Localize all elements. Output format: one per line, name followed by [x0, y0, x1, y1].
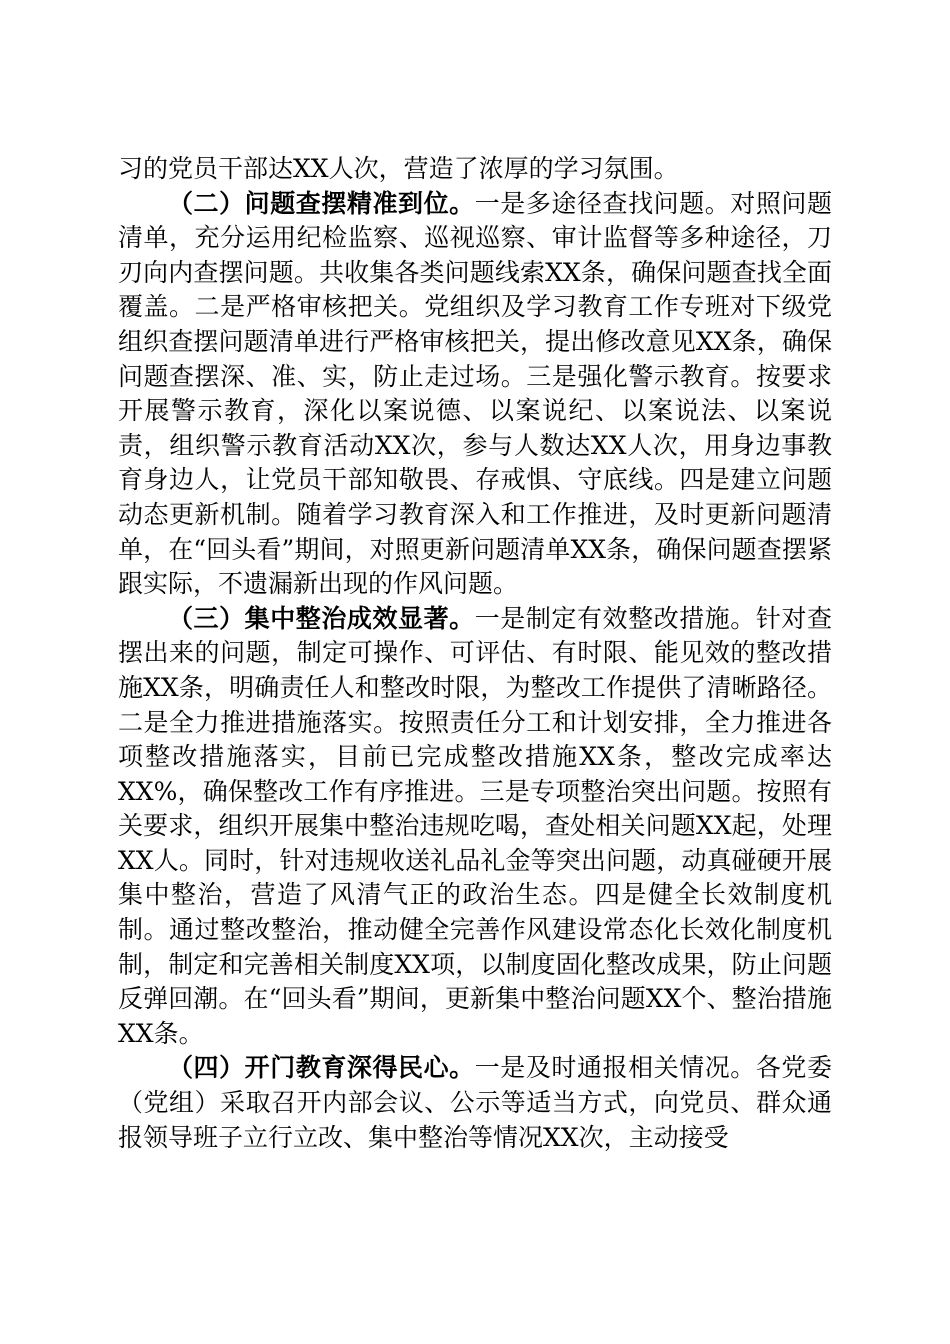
paragraph-rectification [118, 602, 832, 1052]
paragraph-issue-identification [118, 187, 832, 602]
paragraph-text: 一是制定有效整改措施。针对查摆出来的问题，制定可操作、可评估、有时限、能见效的整改措施XX条，明确责任人和整改时限，为整改工作提供了清晰路径。二是全力推进措施落实。按照责任分工和计划安排，全力推进各项整改措施落实，目前已完成整改措施XX条，整改完成率达XX%，确保整改工作有序推进。三是专项整治突出问题。按照有关要求，组织开展集中整治违规吃喝，查处相关问题XX起，处理XX人。同时，针对违规收送礼品礼金等突出问题，动真碰硬开展集中整治，营造了风清气正的政治生态。四是健全长效制度机制。通过整改整治，推动健全完善作风建设常态化长效化制度机制，制定和完善相关制度XX项，以制度固化整改成果，防止问题反弹回潮。在“回头看”期间，更新集中整治问题XX个、整治措施XX条。 [118, 603, 832, 1048]
paragraph-text: 一是多途径查找问题。对照问题清单，充分运用纪检监察、巡视巡察、审计监督等多种途径，刀刃向内查摆问题。共收集各类问题线索XX条，确保问题查找全面覆盖。二是严格审核把关。党组织及学习教育工作专班对下级党组织查摆问题清单进行严格审核把关，提出修改意见XX条，确保问题查摆深、准、实，防止走过场。三是强化警示教育。按要求开展警示教育，深化以案说德、以案说纪、以案说法、以案说责，组织警示教育活动XX次，参与人数达XX人次，用身边事教育身边人，让党员干部知敬畏、存戒惧、守底线。四是建立问题动态更新机制。随着学习教育深入和工作推进，及时更新问题清单，在“回头看”期间，对照更新问题清单XX条，确保问题查摆紧跟实际，不遗漏新出现的作风问题。 [118, 188, 832, 599]
paragraph-text: 习的党员干部达XX人次，营造了浓厚的学习氛围。 [118, 154, 679, 183]
paragraph-text: 一是及时通报相关情况。各党委（党组）采取召开内部会议、公示等适当方式，向党员、群众通报领导班子立行立改、集中整治等情况XX次，主动接受 [118, 1053, 832, 1152]
document-body [118, 152, 832, 1155]
section-heading: （二）问题查摆精准到位。 [168, 188, 475, 218]
section-heading: （四）开门教育深得民心。 [168, 1053, 475, 1083]
paragraph-open-education [118, 1051, 832, 1155]
section-heading: （三）集中整治成效显著。 [168, 603, 475, 633]
paragraph-continuation [118, 152, 832, 187]
